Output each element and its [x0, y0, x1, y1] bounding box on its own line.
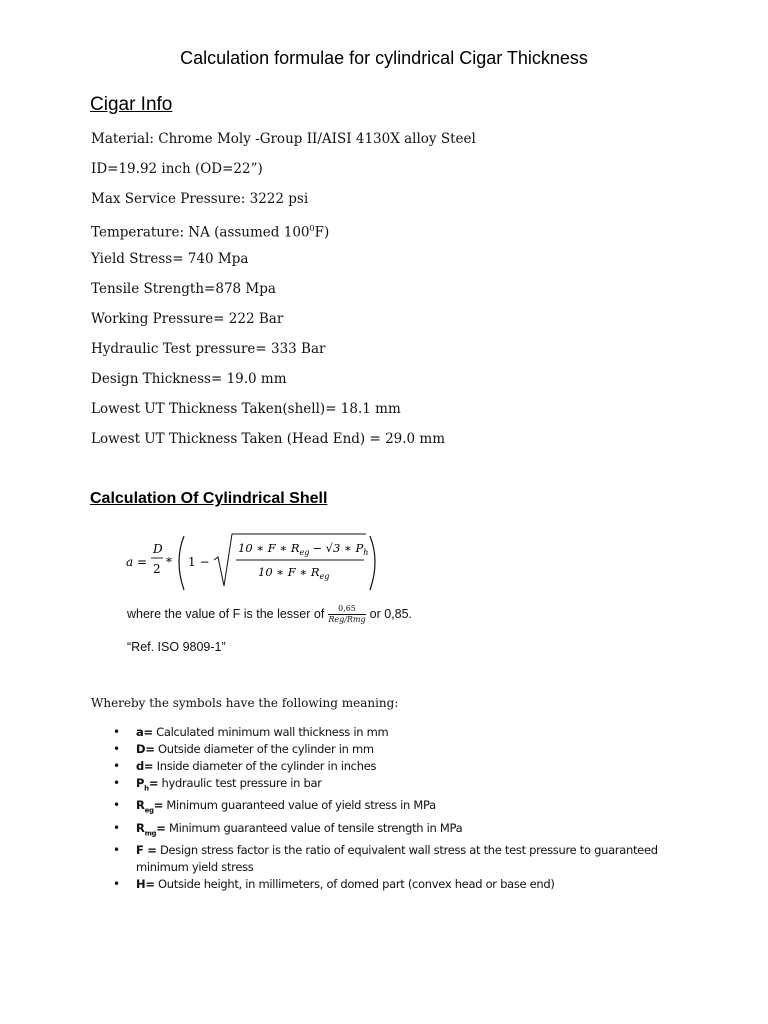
- list-item: • F = Design stress factor is the ratio of equivalent wall stress at the test pressure to guaranteed minimum yield stress: [113, 842, 673, 876]
- formula-left-paren: [179, 536, 184, 590]
- formula-d-den: 2: [153, 562, 161, 576]
- page-title: Calculation formulae for cylindrical Cigar Thickness: [180, 48, 588, 68]
- info-lowest-ut-shell: Lowest UT Thickness Taken(shell)= 18.1 mm: [91, 401, 401, 417]
- info-temperature: [91, 220, 329, 242]
- info-yield-stress: Yield Stress= 740 Mpa: [91, 251, 249, 267]
- info-design-thickness: Design Thickness= 19.0 mm: [91, 371, 287, 387]
- formula-right-paren: [370, 536, 375, 590]
- list-item: • d= Inside diameter of the cylinder in inches: [113, 758, 673, 775]
- info-max-service-pressure: Max Service Pressure: 3222 psi: [91, 191, 309, 207]
- formula-lhs: a =: [126, 555, 148, 569]
- f-note-suffix: or 0,85.: [369, 606, 413, 621]
- formula-svg: [126, 530, 386, 596]
- cigar-info-heading: Cigar Info: [90, 94, 173, 115]
- info-material: Material: Chrome Moly -Group II/AISI 4130X alloy Steel: [91, 131, 476, 147]
- info-id: ID=19.92 inch (OD=22”): [91, 161, 263, 177]
- f-note-fraction: [328, 604, 365, 625]
- info-temperature-sup: 0: [309, 224, 315, 233]
- info-tensile-strength: Tensile Strength=878 Mpa: [91, 281, 276, 297]
- info-temperature-text: Temperature: NA (assumed 100: [91, 224, 310, 241]
- calc-heading: Calculation Of Cylindrical Shell: [90, 490, 328, 507]
- f-value-note: [127, 604, 412, 625]
- symbols-list: [113, 724, 673, 893]
- f-note-prefix: where the value of F is the lesser of: [127, 606, 325, 621]
- info-hydraulic-test-pressure: Hydraulic Test pressure= 333 Bar: [91, 341, 326, 357]
- list-item: • a= Calculated minimum wall thickness in mm: [113, 724, 673, 741]
- formula-d-num: D: [153, 542, 163, 556]
- info-working-pressure: Working Pressure= 222 Bar: [91, 311, 284, 327]
- formula-star: *: [166, 555, 172, 569]
- list-item: • H= Outside height, in millimeters, of domed part (convex head or base end): [113, 876, 673, 893]
- f-note-frac-den: Reg/Rmg: [328, 615, 366, 624]
- list-item: • D= Outside diameter of the cylinder in mm: [113, 741, 673, 758]
- info-temperature-tail: F): [314, 224, 330, 241]
- iso-reference: “Ref. ISO 9809-1”: [127, 640, 226, 654]
- list-item: • $P_h=$ hydraulic test pressure in bar: [113, 775, 673, 797]
- formula-root-num: 10 ∗ F ∗ $R_{eg} - √3$ ∗ $P_h$: [238, 541, 369, 557]
- thickness-formula: [126, 530, 386, 596]
- list-item: • $R_{eg}=$ Minimum guaranteed value of yield stress in MPa: [113, 797, 673, 819]
- formula-root-den: 10 ∗ F ∗ $R_{eg}$: [258, 565, 330, 581]
- formula-one-minus: 1 −: [188, 555, 210, 569]
- info-lowest-ut-head-end: Lowest UT Thickness Taken (Head End) = 29.0 mm: [91, 431, 446, 447]
- f-note-frac-num: 0,65: [328, 604, 365, 615]
- list-item: • $R_{mg}=$ Minimum guaranteed value of tensile strength in MPa: [113, 820, 673, 842]
- symbols-intro: Whereby the symbols have the following meaning:: [91, 696, 399, 710]
